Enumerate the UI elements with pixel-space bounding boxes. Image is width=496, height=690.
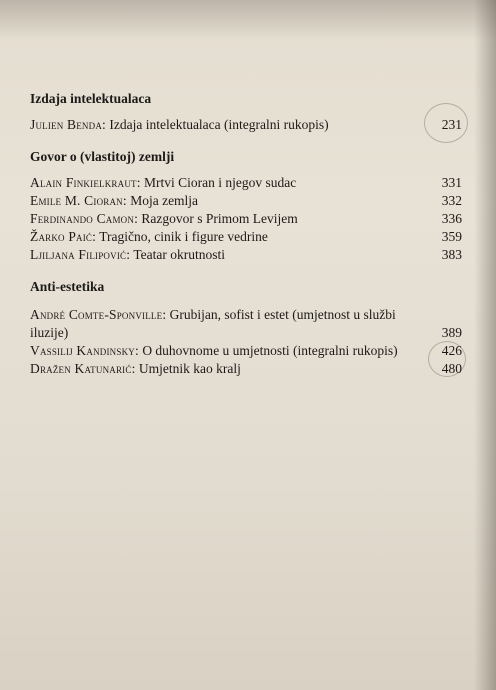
entry-title: Moja zemlja	[130, 193, 199, 208]
toc-section	[30, 148, 462, 264]
entry-title: Tragično, cinik i figure vedrine	[99, 229, 268, 244]
section-title: Anti-estetika	[30, 279, 105, 294]
toc-entry	[30, 210, 462, 228]
entry-page-number: 332	[441, 193, 462, 208]
entry-author: Dražen Katunarić:	[30, 361, 136, 376]
entry-author: André Comte-Sponville:	[30, 307, 167, 322]
entry-page-number: 231	[441, 117, 462, 132]
entry-title: Grubijan, sofist i estet (umjetnost u službi iluzije)	[30, 307, 396, 340]
entry-title: Izdaja intelektualaca (integralni rukopis)	[109, 117, 329, 132]
entry-title: Razgovor s Primom Levijem	[141, 211, 298, 226]
toc-entry	[30, 192, 462, 210]
section-title: Govor o (vlastitoj) zemlji	[30, 149, 175, 164]
entry-text	[30, 210, 428, 228]
entry-text	[30, 192, 428, 210]
entry-page-number: 426	[441, 343, 462, 358]
entry-title: O duhovnome u umjetnosti (integralni rukopis)	[142, 343, 398, 358]
toc-section	[30, 90, 462, 134]
table-of-contents	[30, 90, 462, 390]
entry-text	[30, 246, 428, 264]
entry-author: Ljiljana Filipović:	[30, 247, 131, 262]
entry-text	[30, 228, 428, 246]
toc-entry	[30, 360, 462, 378]
toc-entry	[30, 174, 462, 192]
toc-entry	[30, 342, 462, 360]
entry-author: Vassilij Kandinsky:	[30, 343, 139, 358]
page-edge-shadow	[474, 0, 496, 690]
entry-text	[30, 360, 428, 378]
toc-section	[30, 278, 462, 378]
entry-text	[30, 342, 428, 360]
entry-page-number: 383	[441, 247, 462, 262]
section-title: Izdaja intelektualaca	[30, 91, 152, 106]
toc-entry	[30, 306, 462, 342]
entry-text	[30, 116, 428, 134]
entry-author: Emile M. Cioran:	[30, 193, 127, 208]
page-shade	[0, 0, 496, 40]
entry-text	[30, 174, 428, 192]
entry-author: Julien Benda:	[30, 117, 106, 132]
entry-author: Žarko Paić:	[30, 229, 97, 244]
entry-page-number: 359	[441, 229, 462, 244]
entry-page-number: 480	[441, 361, 462, 376]
entry-title: Umjetnik kao kralj	[138, 361, 241, 376]
entry-text	[30, 306, 428, 342]
entry-page-number: 389	[441, 325, 462, 340]
entry-title: Teatar okrutnosti	[133, 247, 225, 262]
entry-author: Alain Finkielkraut:	[30, 175, 141, 190]
toc-entry	[30, 116, 462, 134]
entry-title: Mrtvi Cioran i njegov sudac	[144, 175, 297, 190]
toc-entry	[30, 228, 462, 246]
entry-page-number: 336	[441, 211, 462, 226]
entry-page-number: 331	[441, 175, 462, 190]
entry-author: Ferdinando Camon:	[30, 211, 139, 226]
toc-entry	[30, 246, 462, 264]
